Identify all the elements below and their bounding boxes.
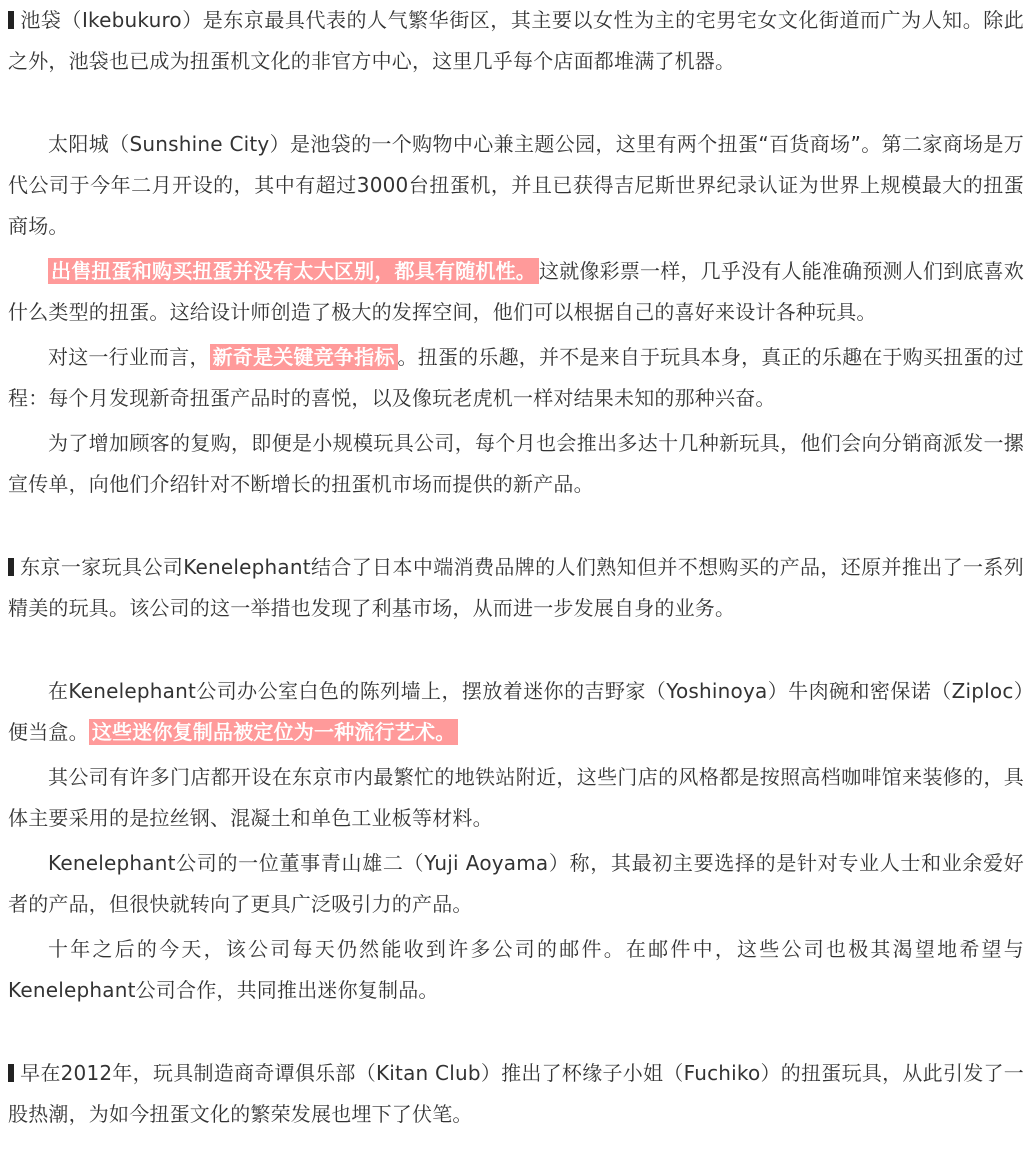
paragraph-randomness	[8, 251, 1024, 333]
paragraph-text: 池袋（Ikebukuro）是东京最具代表的人气繁华街区，其主要以女性为主的宅男宅女文化街道而广为人知。除此之外，池袋也已成为扭蛋机文化的非官方中心，这里几乎每个店面都堆满了机器。	[8, 8, 1024, 73]
section-bar-icon	[8, 11, 14, 29]
paragraph-text: 这就像彩票一样，几乎没有人能准确预测人们到底喜欢什么类型的扭蛋。这给设计师创造了极大的发挥空间，他们可以根据自己的喜好来设计各种玩具。	[8, 259, 1024, 324]
paragraph-text: 早在2012年，玩具制造商奇谭俱乐部（Kitan Club）推出了杯缘子小姐（Fuchiko）的扭蛋玩具，从此引发了一股热潮，为如今扭蛋文化的繁荣发展也埋下了伏笔。	[8, 1061, 1024, 1126]
highlight-text: 这些迷你复制品被定位为一种流行艺术。	[89, 719, 459, 745]
paragraph-display-wall	[8, 671, 1024, 753]
paragraph-novelty	[8, 337, 1024, 419]
paragraph-text: 在Kenelephant公司办公室白色的陈列墙上，摆放着迷你的吉野家（Yoshinoya）牛肉碗和密保诺（Ziploc）便当盒。	[8, 679, 1024, 744]
paragraph-aoyama: Kenelephant公司的一位董事青山雄二（Yuji Aoyama）称，其最初主要选择的是针对专业人士和业余爱好者的产品，但很快就转向了更具广泛吸引力的产品。	[8, 851, 1024, 916]
paragraph-text: 对这一行业而言，	[48, 345, 210, 369]
spacer	[8, 629, 1024, 671]
section-bar-icon	[8, 1064, 14, 1082]
paragraph-repurchase: 为了增加顾客的复购，即便是小规模玩具公司，每个月也会推出多达十几种新玩具，他们会向分销商派发一摞宣传单，向他们介绍针对不断增长的扭蛋机市场而提供的新产品。	[8, 431, 1024, 496]
highlight-text: 出售扭蛋和购买扭蛋并没有太大区别，都具有随机性。	[48, 258, 539, 284]
paragraph-ten-years: 十年之后的今天，该公司每天仍然能收到许多公司的邮件。在邮件中，这些公司也极其渴望地希望与Kenelephant公司合作，共同推出迷你复制品。	[8, 937, 1024, 1002]
paragraph-text: 。扭蛋的乐趣，并不是来自于玩具本身，真正的乐趣在于购买扭蛋的过程：每个月发现新奇扭蛋产品时的喜悦，以及像玩老虎机一样对结果未知的那种兴奋。	[8, 345, 1024, 410]
paragraph-stores: 其公司有许多门店都开设在东京市内最繁忙的地铁站附近，这些门店的风格都是按照高档咖啡馆来装修的，具体主要采用的是拉丝钢、混凝土和单色工业板等材料。	[8, 765, 1024, 830]
paragraph-text: 东京一家玩具公司Kenelephant结合了日本中端消费品牌的人们熟知但并不想购买的产品，还原并推出了一系列精美的玩具。该公司的这一举措也发现了利基市场，从而进一步发展自身的业务。	[8, 555, 1024, 620]
highlight-text: 新奇是关键竞争指标	[210, 344, 398, 370]
paragraph-kitan-club	[8, 1053, 1024, 1135]
spacer	[8, 505, 1024, 547]
paragraph-kenelephant	[8, 547, 1024, 629]
spacer	[8, 1011, 1024, 1053]
article-body	[8, 0, 1024, 1135]
paragraph-sunshine-city: 太阳城（Sunshine City）是池袋的一个购物中心兼主题公园，这里有两个扭蛋“百货商场”。第二家商场是万代公司于今年二月开设的，其中有超过3000台扭蛋机，并且已获得吉尼斯世界纪录认证为世界上规模最大的扭蛋商场。	[8, 132, 1024, 238]
spacer	[8, 82, 1024, 124]
paragraph-ikebukuro	[8, 0, 1024, 82]
section-bar-icon	[8, 558, 14, 576]
